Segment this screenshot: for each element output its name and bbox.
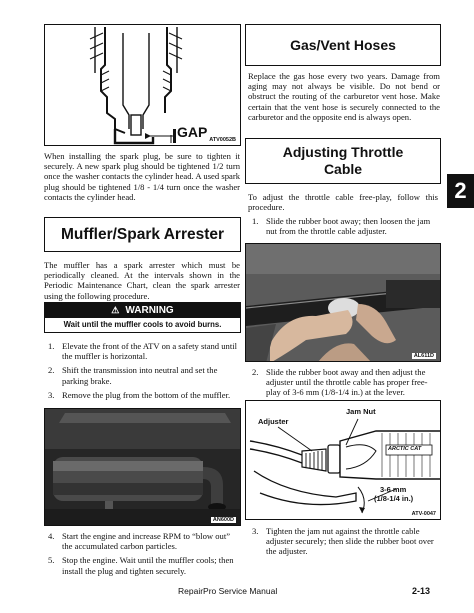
throttle-cable-figure bbox=[245, 400, 441, 520]
gas-vent-heading-text: Gas/Vent Hoses bbox=[290, 37, 396, 53]
muffler-steps-a bbox=[44, 341, 240, 400]
throttle-heading-line-1: Adjusting Throttle bbox=[282, 144, 404, 160]
spark-plug-text: When installing the spark plug, be sure to tighten it securely. A new spark plug should be tightened 1/2 turn once the washer contacts the cylinder head. A used spark plug should be tightened 1/8 - 1/4 turn once the washer contacts the cylinder head. bbox=[44, 151, 240, 202]
free-play-dimension-in: (1/8-1/4 in.) bbox=[374, 494, 414, 503]
gas-vent-text: Replace the gas hose every two years. Damage from aging may not always be visible. Do not bend or obstruct the routing of the carburetor vent hose. Make certain that the vent hose is securely connected to the carburetor and the opposite end is always open. bbox=[248, 71, 440, 122]
muffler-photo bbox=[45, 409, 241, 526]
muffler-heading-text: Muffler/Spark Arrester bbox=[60, 225, 225, 243]
muffler-steps-b bbox=[44, 531, 240, 576]
list-item: 5. Stop the engine. Wait until the muffler cools; then install the plug and tighten securely. bbox=[48, 555, 234, 576]
list-item: 3. Tighten the jam nut against the throttle cable adjuster securely; then slide the rubber boot over the adjuster. bbox=[252, 526, 434, 557]
muffler-text: The muffler has a spark arrester which must be periodically cleaned. At the intervals shown in the Periodic Maintenance Chart, clean the spark arrester using the following procedure. bbox=[44, 260, 240, 301]
warning-triangle-icon: ⚠ bbox=[111, 305, 120, 315]
list-item: 3. Remove the plug from the bottom of the muffler. bbox=[48, 389, 231, 400]
jam-nut-label: Jam Nut bbox=[346, 407, 376, 416]
section-tab-number: 2 bbox=[454, 178, 467, 203]
throttle-steps-c bbox=[248, 526, 440, 557]
figure-id-atv0052b: ATV0052B bbox=[209, 137, 236, 143]
throttle-steps-b bbox=[248, 367, 440, 398]
section-tab bbox=[447, 174, 474, 208]
throttle-heading-line-2: Cable bbox=[323, 161, 363, 177]
throttle-photo bbox=[246, 244, 441, 362]
list-item: 2. Shift the transmission into neutral and set the parking brake. bbox=[48, 365, 218, 386]
free-play-dimension-mm: 3-6 mm bbox=[380, 485, 407, 494]
throttle-photo-figure bbox=[245, 243, 441, 362]
list-item: 4. Start the engine and increase RPM to “blow out” the accumulated carbon particles. bbox=[48, 531, 231, 552]
gap-label: GAP bbox=[177, 124, 208, 140]
figure-id-atv0047: ATV-0047 bbox=[411, 511, 436, 517]
spark-plug-figure bbox=[44, 24, 241, 146]
muffler-photo-figure bbox=[44, 408, 241, 526]
list-item: 1. Elevate the front of the ATV on a safety stand until the muffler is horizontal. bbox=[48, 341, 238, 362]
warning-title: WARNING bbox=[125, 305, 174, 316]
footer-title: RepairPro Service Manual bbox=[178, 586, 278, 596]
throttle-steps-a bbox=[248, 216, 440, 236]
list-item: 1. Slide the rubber boot away; then loosen the jam nut from the throttle cable adjuster. bbox=[252, 216, 431, 237]
adjuster-label: Adjuster bbox=[258, 417, 289, 426]
warning-header bbox=[45, 303, 240, 318]
muffler-heading bbox=[44, 217, 241, 252]
warning-box bbox=[44, 302, 241, 333]
figure-id-al611d: AL611D bbox=[413, 353, 434, 359]
list-item: 2. Slide the rubber boot away and then adjust the adjuster until the throttle cable has proper free-play of 3-6 mm (1/8-1/4 in.) at the lever. bbox=[252, 367, 428, 398]
warning-text: Wait until the muffler cools to avoid burns. bbox=[63, 320, 222, 329]
brand-label: ARCTIC CAT bbox=[388, 446, 422, 452]
gas-vent-heading bbox=[245, 24, 441, 66]
throttle-text: To adjust the throttle cable free-play, follow this procedure. bbox=[248, 192, 438, 213]
throttle-heading bbox=[245, 138, 441, 184]
page-number: 2-13 bbox=[412, 586, 431, 596]
spark-plug-diagram bbox=[45, 25, 241, 146]
figure-id-an600d: AN600D bbox=[212, 517, 234, 523]
